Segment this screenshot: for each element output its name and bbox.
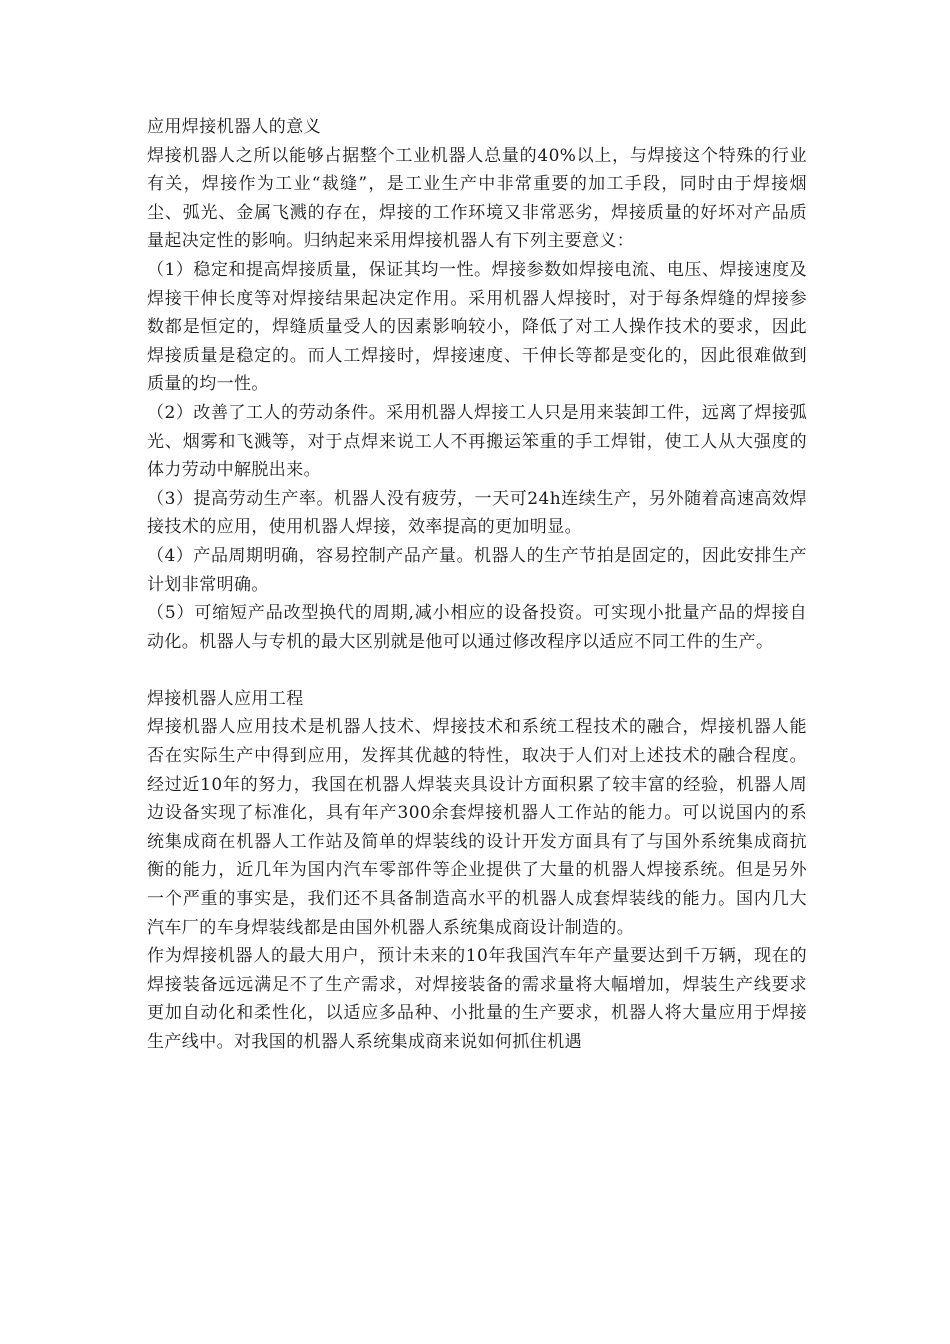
list-item: （2）改善了工人的劳动条件。采用机器人焊接工人只是用来装卸工件，远离了焊接弧光、烟雾和飞溅等，对于点焊来说工人不再搬运笨重的手工焊钳，使工人从大强度的体力劳动中解脱出来。 [147, 402, 807, 481]
intro-paragraph: 焊接机器人之所以能够占据整个工业机器人总量的40%以上，与焊接这个特殊的行业有关，焊接作为工业“裁缝”，是工业生产中非常重要的加工手段，同时由于焊接烟尘、弧光、金属飞溅的存在，焊接的工作环境又非常恶劣，焊接质量的好坏对产品质量起决定性的影响。归纳起来采用焊接机器人有下列主要意义： [147, 145, 807, 252]
list-item: （1）稳定和提高焊接质量，保证其均一性。焊接参数如焊接电流、电压、焊接速度及焊接干伸长度等对焊接结果起决定作用。采用机器人焊接时，对于每条焊缝的焊接参数都是恒定的，焊缝质量受人的因素影响较小，降低了对工人操作技术的要求，因此焊接质量是稳定的。而人工焊接时，焊接速度、干伸长等都是变化的，因此很难做到质量的均一性。 [147, 259, 807, 395]
list-item: （4）产品周期明确，容易控制产品产量。机器人的生产节拍是固定的，因此安排生产计划非常明确。 [147, 545, 807, 595]
section-spacer [147, 656, 807, 685]
section-title: 应用焊接机器人的意义 [147, 117, 321, 137]
document-body [147, 113, 807, 1057]
list-item: （3）提高劳动生产率。机器人没有疲劳，一天可24h连续生产，另外随着高速高效焊接技术的应用，使用机器人焊接，效率提高的更加明显。 [147, 488, 807, 538]
body-paragraph: 焊接机器人应用技术是机器人技术、焊接技术和系统工程技术的融合，焊接机器人能否在实际生产中得到应用，发挥其优越的特性，取决于人们对上述技术的融合程度。经过近10年的努力，我国在机器人焊装夹具设计方面积累了较丰富的经验，机器人周边设备实现了标准化，具有年产300余套焊接机器人工作站的能力。可以说国内的系统集成商在机器人工作站及简单的焊装线的设计开发方面具有了与国外系统集成商抗衡的能力，近几年为国内汽车零部件等企业提供了大量的机器人焊接系统。但是另外一个严重的事实是，我们还不具备制造高水平的机器人成套焊装线的能力。国内几大汽车厂的车身焊装线都是由国外机器人系统集成商设计制造的。 [147, 717, 807, 938]
list-item: （5）可缩短产品改型换代的周期,减小相应的设备投资。可实现小批量产品的焊接自动化。机器人与专机的最大区别就是他可以通过修改程序以适应不同工件的生产。 [147, 603, 807, 652]
body-paragraph: 作为焊接机器人的最大用户，预计未来的10年我国汽车年产量要达到千万辆，现在的焊接装备远远满足不了生产需求，对焊接装备的需求量将大幅增加，焊装生产线要求更加自动化和柔性化，以适应多品种、小批量的生产要求，机器人将大量应用于焊接生产线中。对我国的机器人系统集成商来说如何抓住机遇 [147, 946, 807, 1052]
section-title: 焊接机器人应用工程 [147, 688, 304, 709]
